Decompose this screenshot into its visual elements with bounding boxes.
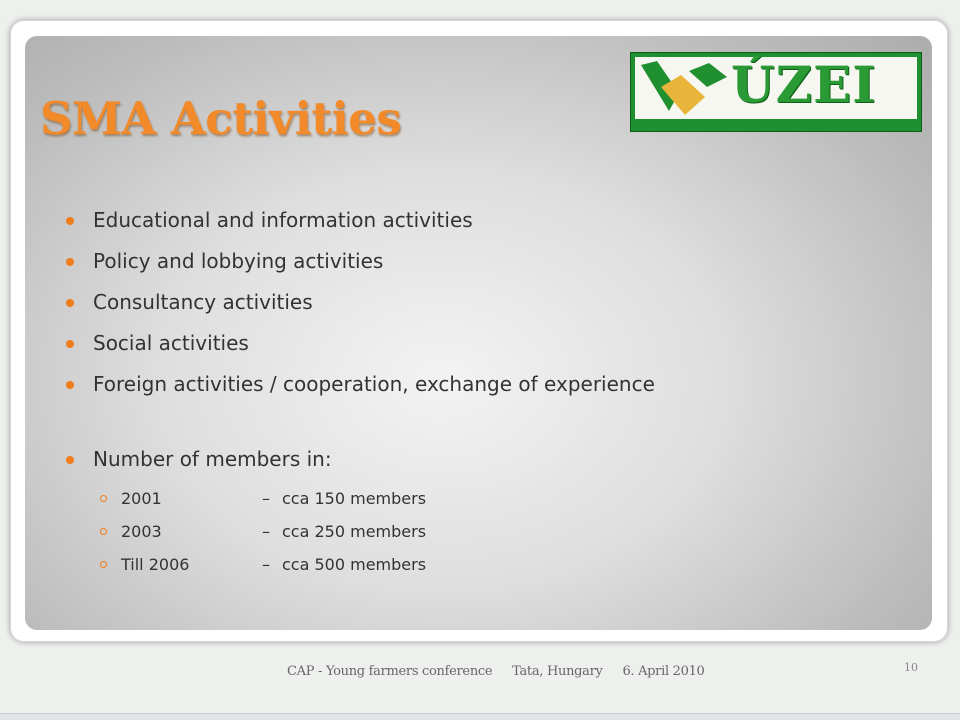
members-year: 2003 [121, 522, 162, 541]
sub-bullet-icon [100, 561, 107, 568]
bullet-item: Number of members in: [68, 439, 655, 480]
bullet-list [68, 200, 655, 480]
slide-footer [287, 664, 721, 679]
sub-bullet-icon [100, 528, 107, 535]
logo-stripe [631, 119, 921, 131]
logo-mark-icon [639, 57, 731, 119]
bullet-dot-icon [66, 381, 74, 389]
members-dash: – [262, 555, 270, 574]
bullet-dot-icon [66, 456, 74, 464]
sub-bullet-icon [100, 495, 107, 502]
members-count: cca 250 members [282, 522, 427, 541]
bullet-dot-icon [66, 299, 74, 307]
uzei-logo [630, 52, 922, 132]
bullet-item: Consultancy activities [68, 282, 655, 323]
slide-title: SMA Activities [40, 92, 402, 145]
members-count: cca 150 members [282, 489, 427, 508]
bullet-dot-icon [66, 340, 74, 348]
members-year: Till 2006 [121, 555, 190, 574]
footer-place: Tata, Hungary [512, 664, 603, 679]
bullet-item: Educational and information activities [68, 200, 655, 241]
members-year: 2001 [121, 489, 162, 508]
bullet-dot-icon [66, 217, 74, 225]
members-count: cca 500 members [282, 555, 427, 574]
footer-date: 6. April 2010 [622, 664, 705, 679]
bullet-gap [68, 405, 655, 439]
bullet-item: Social activities [68, 323, 655, 364]
footer-event: CAP - Young farmers conference [287, 664, 493, 679]
bullet-item: Policy and lobbying activities [68, 241, 655, 282]
bullet-dot-icon [66, 258, 74, 266]
page-number: 10 [904, 661, 918, 674]
members-dash: – [262, 489, 270, 508]
members-dash: – [262, 522, 270, 541]
bottom-strip [0, 713, 960, 720]
bullet-item: Foreign activities / cooperation, exchange of experience [68, 364, 655, 405]
logo-wordmark: ÚZEI [731, 55, 877, 114]
